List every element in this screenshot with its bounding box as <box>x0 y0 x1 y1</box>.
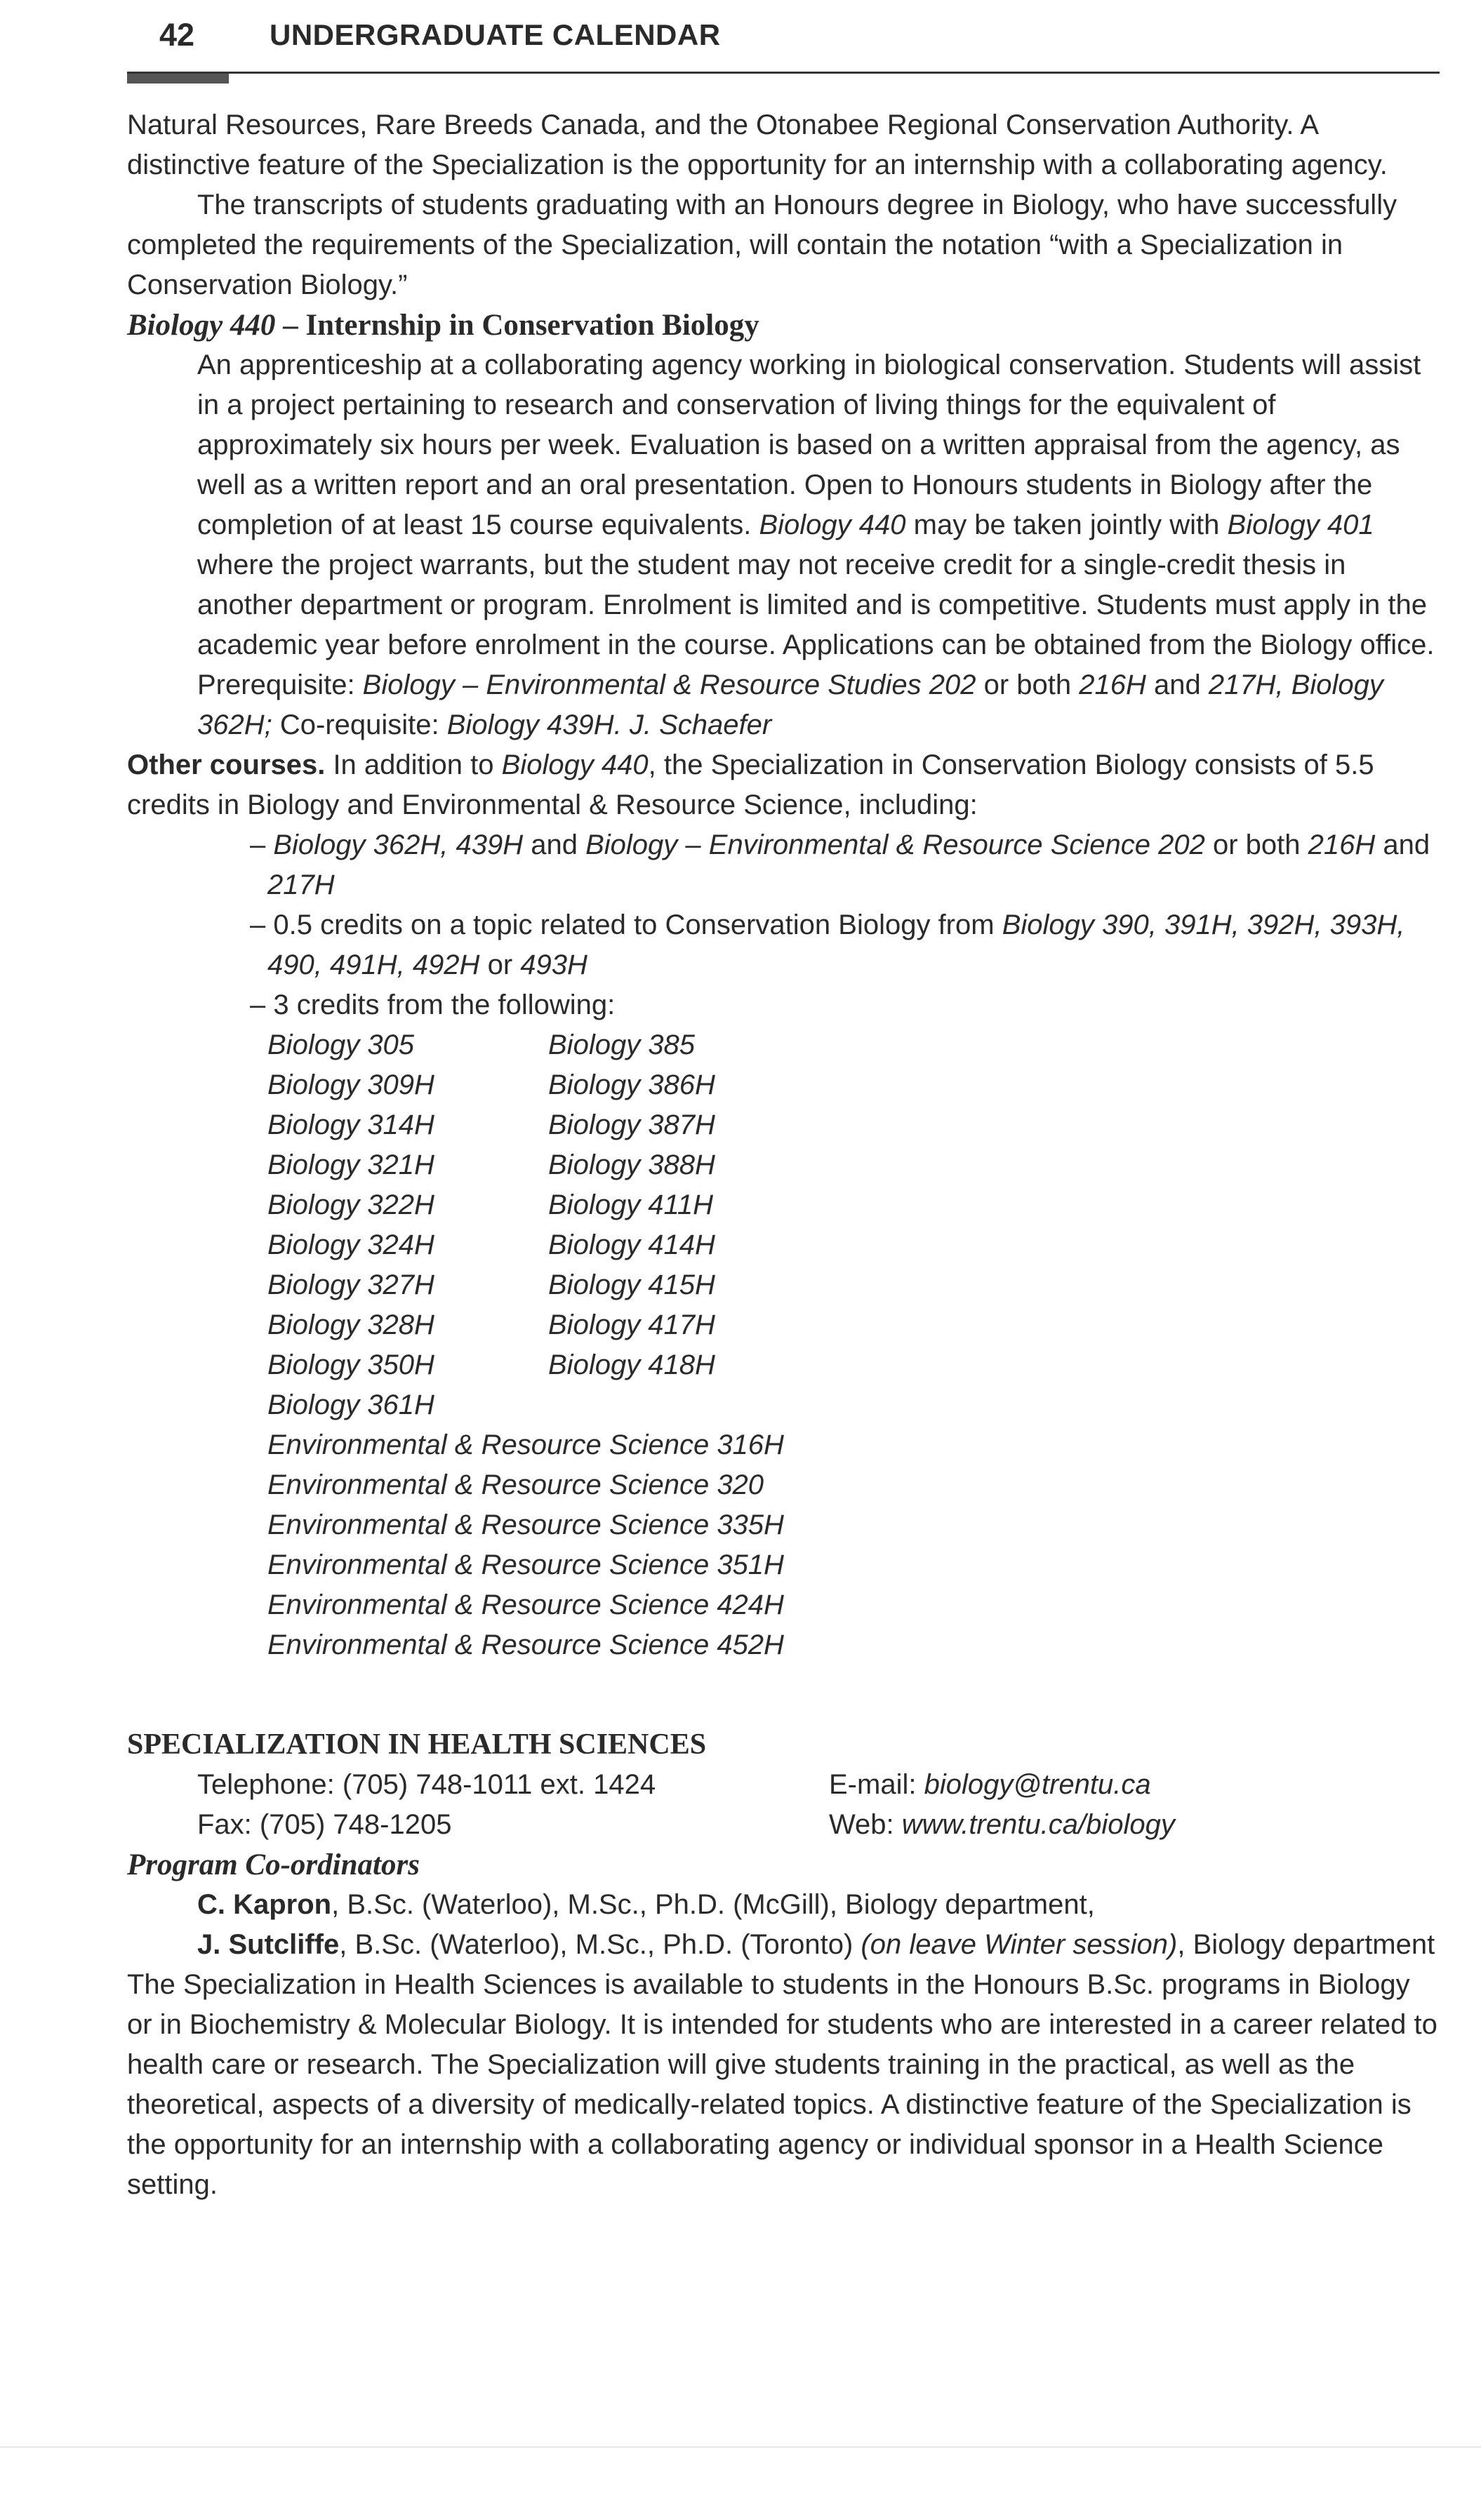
course-option: Biology 414H <box>548 1229 715 1260</box>
course-option: Environmental & Resource Science 452H <box>267 1629 784 1660</box>
contact-block <box>127 1765 1440 1845</box>
course-option: Biology 321H <box>267 1149 434 1180</box>
transcript-paragraph: The transcripts of students graduating with an Honours degree in Biology, who have successfully completed the requirements of the Specialization, will contain the notation “with a Specialization in Conservation Biology.” <box>127 189 1397 300</box>
web-link[interactable]: www.trentu.ca/biology <box>901 1809 1175 1840</box>
other-courses-label: Other courses. <box>127 749 326 780</box>
coordinators-heading: Program Co-ordinators <box>127 1848 420 1881</box>
coordinator-name: J. Sutcliffe <box>197 1929 340 1960</box>
course-description: An apprenticeship at a collaborating agency working in biological conservation. Students will assist in a project pertaining to research and conservation of living things for the equivalent of approximately six hours per week. Evaluation is based on a written appraisal from the agency, as well as a written report and an oral presentation. Open to Honours students in Biology after the completion of at least 15 course equivalents. Biology 440 may be taken jointly with Biology 401 where the project warrants, but the student may not receive credit for a single-credit thesis in another department or program. Enrolment is limited and is competitive. Students must apply in the academic year before enrolment in the course. Applications can be obtained from the Biology office. Prerequisite: Biology – Environmental & Resource Studies 202 or both 216H and 217H, Biology 362H; Co-requisite: Biology 439H. J. Schaefer <box>197 349 1435 740</box>
coordinator-name: C. Kapron <box>197 1889 332 1920</box>
intro-paragraph: Natural Resources, Rare Breeds Canada, and the Otonabee Regional Conservation Authority. A distinctive feature of the Specialization is the opportunity for an internship with a collaborating agency. <box>127 109 1388 180</box>
other-courses-paragraph: Other courses. In addition to Biology 440, the Specialization in Conservation Biology consists of 5.5 credits in Biology and Environmental & Resource Science, including: <box>127 749 1374 820</box>
fax: Fax: (705) 748-1205 <box>197 1809 452 1840</box>
course-heading: Biology 440 – Internship in Conservation Biology <box>127 309 759 342</box>
course-options-continued <box>127 1385 1440 1665</box>
course-option: Biology 350H <box>267 1349 434 1380</box>
course-option: Biology 361H <box>267 1389 434 1420</box>
course-code: Biology 440 <box>127 309 276 342</box>
course-option: Biology 309H <box>267 1069 434 1100</box>
section-heading: SPECIALIZATION IN HEALTH SCIENCES <box>127 1728 707 1761</box>
course-option: Biology 388H <box>548 1149 715 1180</box>
course-option: Environmental & Resource Science 316H <box>267 1429 784 1460</box>
course-option: Environmental & Resource Science 424H <box>267 1589 784 1620</box>
course-option: Environmental & Resource Science 335H <box>267 1509 784 1540</box>
course-options-right <box>548 1025 829 1385</box>
email-link[interactable]: biology@trentu.ca <box>924 1769 1151 1800</box>
course-option: Biology 387H <box>548 1109 715 1140</box>
course-option: Biology 411H <box>548 1189 713 1220</box>
requirement-item: – 3 credits from the following: <box>250 989 616 1020</box>
page-body <box>127 105 1440 2205</box>
health-sciences-paragraph: The Specialization in Health Sciences is available to students in the Honours B.Sc. programs in Biology or in Biochemistry & Molecular Biology. It is intended for students who are interested in a career related to health care or research. The Specialization will give students training in the practical, as well as the theoretical, aspects of a diversity of medically-related topics. A distinctive feature of the Specialization is the opportunity for an internship with a collaborating agency or individual sponsor in a Health Science setting. <box>127 1969 1437 2200</box>
course-option: Environmental & Resource Science 351H <box>267 1549 784 1580</box>
bottom-edge <box>0 2446 1481 2448</box>
telephone: Telephone: (705) 748-1011 ext. 1424 <box>197 1769 656 1800</box>
course-option: Biology 327H <box>267 1269 434 1300</box>
course-option: Biology 415H <box>548 1269 715 1300</box>
course-title: Internship in Conservation Biology <box>305 309 759 342</box>
course-option: Biology 305 <box>267 1029 415 1060</box>
course-option: Biology 314H <box>267 1109 434 1140</box>
course-option: Biology 385 <box>548 1029 696 1060</box>
coordinator-entry: C. Kapron, B.Sc. (Waterloo), M.Sc., Ph.D. (McGill), Biology department, <box>197 1889 1095 1920</box>
course-option: Biology 418H <box>548 1349 715 1380</box>
email: E-mail: biology@trentu.ca <box>829 1769 1151 1800</box>
course-options-left <box>267 1025 548 1385</box>
coordinator-entry: J. Sutcliffe, B.Sc. (Waterloo), M.Sc., Ph.D. (Toronto) (on leave Winter session), Biology department <box>197 1929 1435 1960</box>
course-option: Environmental & Resource Science 320 <box>267 1469 764 1500</box>
running-title: UNDERGRADUATE CALENDAR <box>270 18 721 51</box>
web: Web: www.trentu.ca/biology <box>829 1809 1175 1840</box>
page-number: 42 <box>159 17 195 53</box>
course-options-grid <box>127 1025 1440 1385</box>
course-option: Biology 322H <box>267 1189 434 1220</box>
header-accent-bar <box>127 74 229 84</box>
course-option: Biology 324H <box>267 1229 434 1260</box>
page-header <box>127 4 1440 74</box>
requirement-item: – Biology 362H, 439H and Biology – Environmental & Resource Science 202 or both 216H and 217H <box>250 829 1430 900</box>
requirement-item: – 0.5 credits on a topic related to Conservation Biology from Biology 390, 391H, 392H, 393H, 490, 491H, 492H or 493H <box>250 909 1405 980</box>
course-option: Biology 386H <box>548 1069 715 1100</box>
course-option: Biology 417H <box>548 1309 715 1340</box>
course-option: Biology 328H <box>267 1309 434 1340</box>
